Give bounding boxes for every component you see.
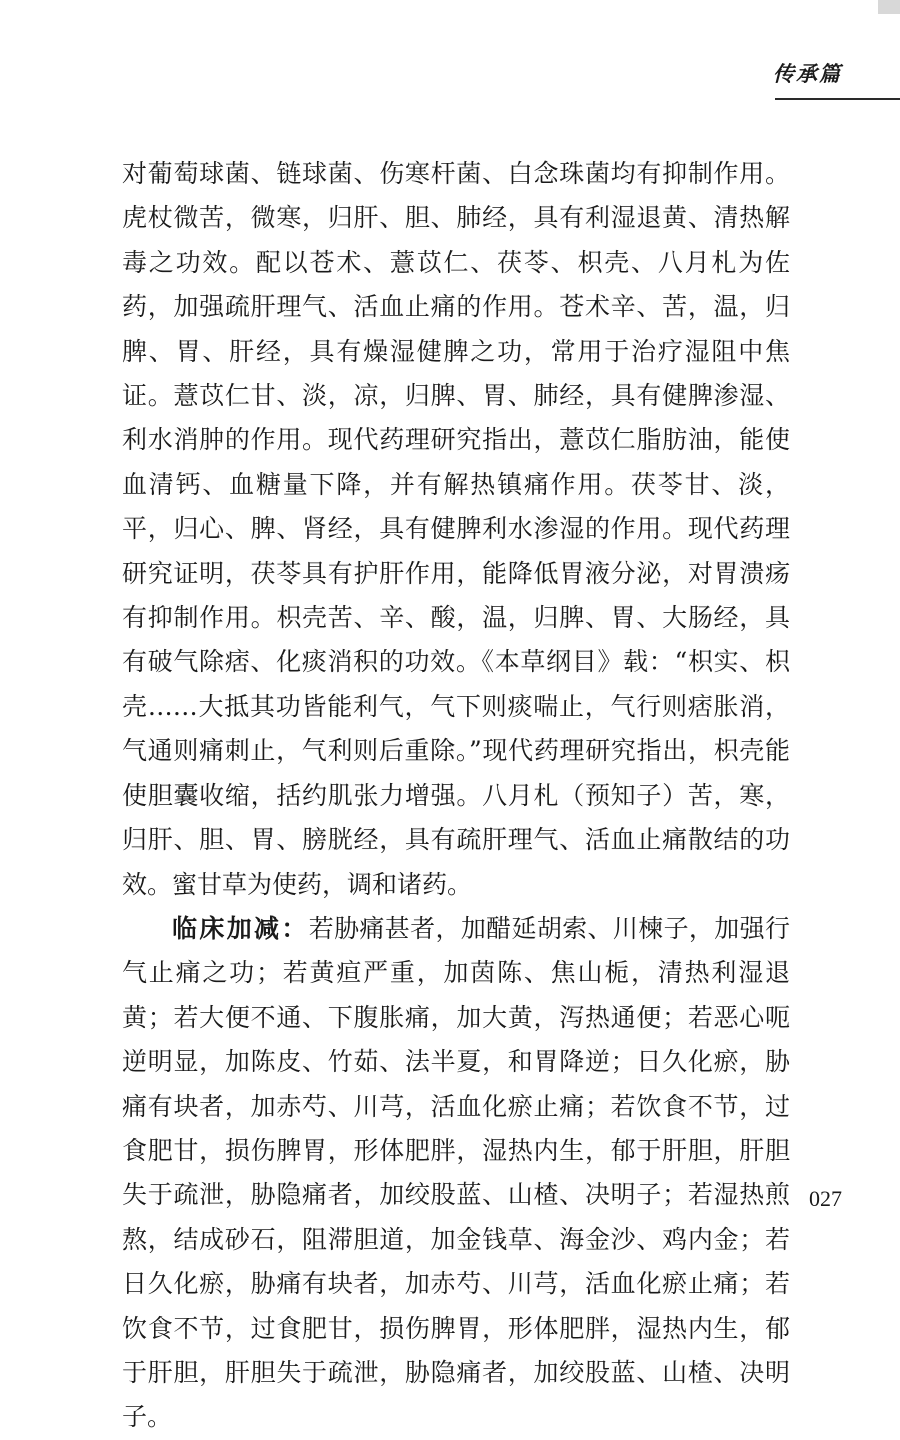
- section-title: 传承篇: [773, 61, 842, 86]
- paragraph-clinical-modifications: [122, 907, 790, 1440]
- page-body: [122, 152, 790, 1440]
- paragraph-1: 对葡萄球菌、链球菌、伤寒杆菌、白念珠菌均有抑制作用。虎杖微苦，微寒，归肝、胆、肺经，具有利湿退黄、清热解毒之功效。配以苍术、薏苡仁、茯苓、枳壳、八月札为佐药，加强疏肝理气、活血止痛的作用。苍术辛、苦，温，归脾、胃、肝经，具有燥湿健脾之功，常用于治疗湿阻中焦证。薏苡仁甘、淡，凉，归脾、胃、肺经，具有健脾渗湿、利水消肿的作用。现代药理研究指出，薏苡仁脂肪油，能使血清钙、血糖量下降，并有解热镇痛作用。茯苓甘、淡，平，归心、脾、肾经，具有健脾利水渗湿的作用。现代药理研究证明，茯苓具有护肝作用，能降低胃液分泌，对胃溃疡有抑制作用。枳壳苦、辛、酸，温，归脾、胃、大肠经，具有破气除痞、化痰消积的功效。《本草纲目》载：“枳实、枳壳……大抵其功皆能利气，气下则痰喘止，气行则痞胀消，气通则痛刺止，气利则后重除。”现代药理研究指出，枳壳能使胆囊收缩，括约肌张力增强。八月札（预知子）苦，寒，归肝、胆、胃、膀胱经，具有疏肝理气、活血止痛散结的功效。蜜甘草为使药，调和诸药。: [122, 159, 790, 899]
- page-corner-mark: [878, 0, 900, 14]
- header-rule: [775, 98, 900, 100]
- clinical-modifications-term: 临床加减：: [172, 913, 309, 943]
- page-number: 027: [809, 1186, 842, 1211]
- clinical-modifications-text: 若胁痛甚者，加醋延胡索、川楝子，加强行气止痛之功；若黄疸严重，加茵陈、焦山栀，清热利湿退黄；若大便不通、下腹胀痛，加大黄，泻热通便；若恶心呃逆明显，加陈皮、竹茹、法半夏，和胃降逆；日久化瘀，胁痛有块者，加赤芍、川芎，活血化瘀止痛；若饮食不节，过食肥甘，损伤脾胃，形体肥胖，湿热内生，郁于肝胆，肝胆失于疏泄，胁隐痛者，加绞股蓝、山楂、决明子；若湿热煎熬，结成砂石，阻滞胆道，加金钱草、海金沙、鸡内金；若日久化瘀，胁痛有块者，加赤芍、川芎，活血化瘀止痛；若饮食不节，过食肥甘，损伤脾胃，形体肥胖，湿热内生，郁于肝胆，肝胆失于疏泄，胁隐痛者，加绞股蓝、山楂、决明子。: [122, 913, 790, 1432]
